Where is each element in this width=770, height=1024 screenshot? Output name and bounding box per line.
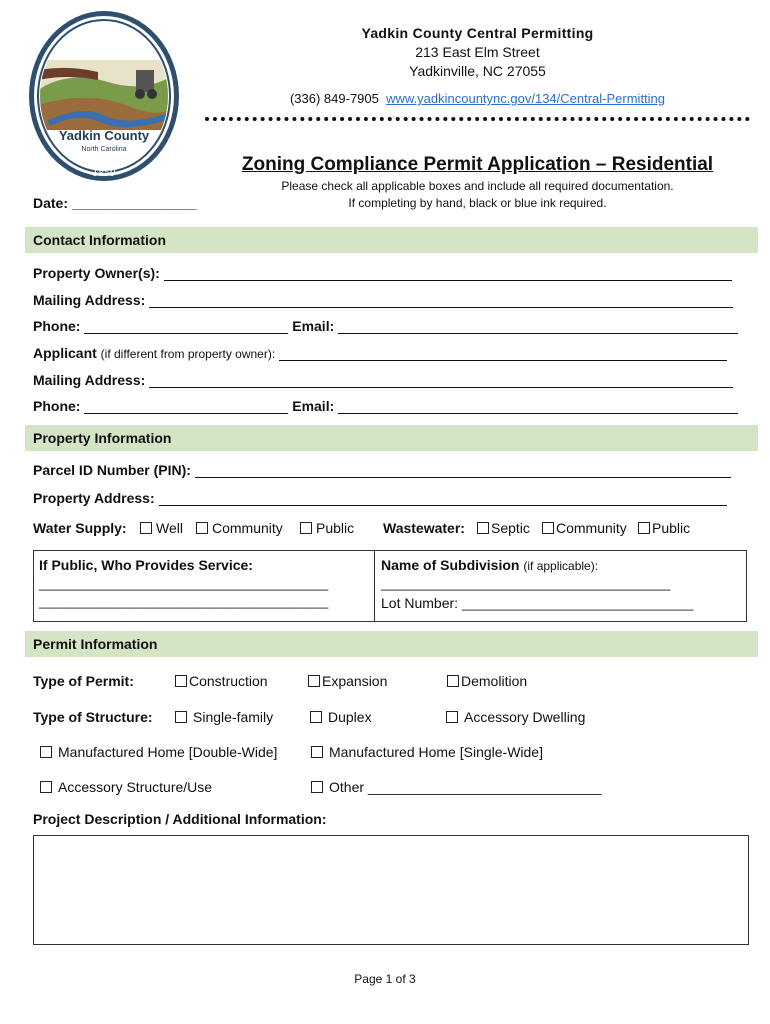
demolition-checkbox[interactable] <box>447 675 459 687</box>
table-divider <box>374 550 375 621</box>
structure-single-family-option[interactable] <box>175 709 273 725</box>
applicant-field[interactable] <box>279 346 727 361</box>
permit-section-header <box>25 631 758 657</box>
mh-double-wide-option[interactable] <box>40 744 277 760</box>
applicant-email-label: Email: <box>292 398 335 414</box>
accessory-dwelling-checkbox[interactable] <box>446 711 458 723</box>
applicant-mailing-field[interactable] <box>149 373 733 388</box>
website-link[interactable]: www.yadkincountync.gov/134/Central-Permitting <box>386 91 666 106</box>
waste-public-text: Public <box>652 520 691 536</box>
seal-name-text: Yadkin County <box>58 128 150 143</box>
email-label: Email: <box>292 318 335 334</box>
duplex-text: Duplex <box>328 709 372 725</box>
water-public-option[interactable] <box>300 520 354 536</box>
header-divider <box>205 117 750 121</box>
mailing-address-label: Mailing Address: <box>33 292 146 308</box>
mh-single-wide-text: Manufactured Home [Single-Wide] <box>329 744 543 760</box>
waste-public-checkbox[interactable] <box>638 522 650 534</box>
address-city: Yadkinville, NC 27055 <box>409 63 546 79</box>
applicant-label: Applicant <box>33 345 97 361</box>
waste-community-option[interactable] <box>542 520 627 536</box>
permit-type-label: Type of Permit: <box>33 673 134 689</box>
structure-accessory-dwelling-option[interactable] <box>446 709 585 725</box>
accessory-dwelling-text: Accessory Dwelling <box>464 709 586 725</box>
water-public-checkbox[interactable] <box>300 522 312 534</box>
structure-duplex-option[interactable] <box>310 709 372 725</box>
subdivision-note: (if applicable): <box>523 559 599 573</box>
water-well-checkbox[interactable] <box>140 522 152 534</box>
water-community-text: Community <box>212 520 283 536</box>
applicant-row <box>33 345 727 361</box>
mh-double-wide-checkbox[interactable] <box>40 746 52 758</box>
subdivision-field[interactable]: ________________________________________ <box>381 576 671 591</box>
construction-checkbox[interactable] <box>175 675 187 687</box>
contact-phone-url <box>205 91 750 106</box>
property-owner-label: Property Owner(s): <box>33 265 160 281</box>
subdivision-label-row <box>381 557 598 573</box>
property-section-title: Property Information <box>33 430 172 446</box>
accessory-structure-checkbox[interactable] <box>40 781 52 793</box>
applicant-email-field[interactable] <box>338 399 738 414</box>
waste-septic-text: Septic <box>491 520 530 536</box>
phone-email-row <box>33 318 738 334</box>
waste-septic-option[interactable] <box>477 520 530 536</box>
address-street: 213 East Elm Street <box>415 44 540 60</box>
subdivision-label: Name of Subdivision <box>381 557 520 573</box>
waste-community-text: Community <box>556 520 627 536</box>
accessory-structure-text: Accessory Structure/Use <box>58 779 213 795</box>
other-option[interactable] <box>311 779 602 795</box>
property-section-header <box>25 425 758 451</box>
applicant-mailing-label: Mailing Address: <box>33 372 146 388</box>
applicant-phone-label: Phone: <box>33 398 81 414</box>
construction-text: Construction <box>189 673 268 689</box>
property-address-label: Property Address: <box>33 490 155 506</box>
wastewater-label: Wastewater: <box>383 520 465 536</box>
mailing-address-row <box>33 292 733 308</box>
page-number: Page 1 of 3 <box>354 972 416 986</box>
applicant-phone-field[interactable] <box>84 399 288 414</box>
applicant-note: (if different from property owner): <box>100 347 276 361</box>
lot-number-label: Lot Number: <box>381 595 459 611</box>
water-community-option[interactable] <box>196 520 283 536</box>
water-well-text: Well <box>156 520 183 536</box>
mh-single-wide-option[interactable] <box>311 744 543 760</box>
mailing-address-field[interactable] <box>149 293 733 308</box>
instructions-line-2: If completing by hand, black or blue ink required. <box>348 196 607 210</box>
single-family-text: Single-family <box>193 709 274 725</box>
contact-section-header <box>25 227 758 253</box>
permit-demolition-option[interactable] <box>447 673 527 689</box>
seal-established-text: Established <box>63 22 134 50</box>
project-description-textarea[interactable] <box>33 835 749 945</box>
water-supply-label: Water Supply: <box>33 520 127 536</box>
expansion-checkbox[interactable] <box>308 675 320 687</box>
other-text: Other ______________________________ <box>329 779 602 795</box>
project-description-label: Project Description / Additional Information: <box>33 811 327 827</box>
seal-state-text: North Carolina <box>81 146 127 153</box>
form-title: Zoning Compliance Permit Application – Residential <box>241 154 714 175</box>
seal-year-text: 1850 <box>92 169 116 179</box>
pin-label: Parcel ID Number (PIN): <box>33 462 191 478</box>
lot-number-field[interactable]: ________________________________ <box>461 596 694 611</box>
single-family-checkbox[interactable] <box>175 711 187 723</box>
property-owner-row <box>33 265 732 281</box>
waste-community-checkbox[interactable] <box>542 522 554 534</box>
org-name: Yadkin County Central Permitting <box>361 25 594 41</box>
permit-section-title: Permit Information <box>33 636 158 652</box>
lot-number-row <box>381 595 693 611</box>
public-service-field-2[interactable]: ________________________________________ <box>39 594 329 609</box>
duplex-checkbox[interactable] <box>310 711 322 723</box>
water-community-checkbox[interactable] <box>196 522 208 534</box>
accessory-structure-option[interactable] <box>40 779 212 795</box>
property-address-field[interactable] <box>159 491 727 506</box>
pin-row <box>33 462 731 478</box>
instructions-line-1: Please check all applicable boxes and include all required documentation. <box>281 179 674 193</box>
waste-public-option[interactable] <box>638 520 690 536</box>
permit-expansion-option[interactable] <box>308 673 387 689</box>
mh-double-wide-text: Manufactured Home [Double-Wide] <box>58 744 278 760</box>
other-checkbox[interactable] <box>311 781 323 793</box>
pin-field[interactable] <box>195 463 731 478</box>
applicant-phone-email-row <box>33 398 738 414</box>
expansion-text: Expansion <box>322 673 388 689</box>
public-service-field-1[interactable]: ________________________________________ <box>39 576 329 591</box>
phone-label: Phone: <box>33 318 81 334</box>
property-address-row <box>33 490 727 506</box>
date-field[interactable]: Date: ________________ <box>33 195 197 211</box>
water-public-text: Public <box>316 520 355 536</box>
contact-section-title: Contact Information <box>33 232 166 248</box>
demolition-text: Demolition <box>461 673 528 689</box>
water-well-option[interactable] <box>140 520 183 536</box>
permit-construction-option[interactable] <box>175 673 268 689</box>
phone-field[interactable] <box>84 319 288 334</box>
email-field[interactable] <box>338 319 738 334</box>
mh-single-wide-checkbox[interactable] <box>311 746 323 758</box>
public-service-label: If Public, Who Provides Service: <box>39 557 253 573</box>
county-seal-logo <box>28 10 180 182</box>
property-owner-field[interactable] <box>164 266 732 281</box>
waste-septic-checkbox[interactable] <box>477 522 489 534</box>
structure-type-label: Type of Structure: <box>33 709 153 725</box>
office-phone: (336) 849-7905 <box>289 91 379 106</box>
applicant-mailing-row <box>33 372 733 388</box>
